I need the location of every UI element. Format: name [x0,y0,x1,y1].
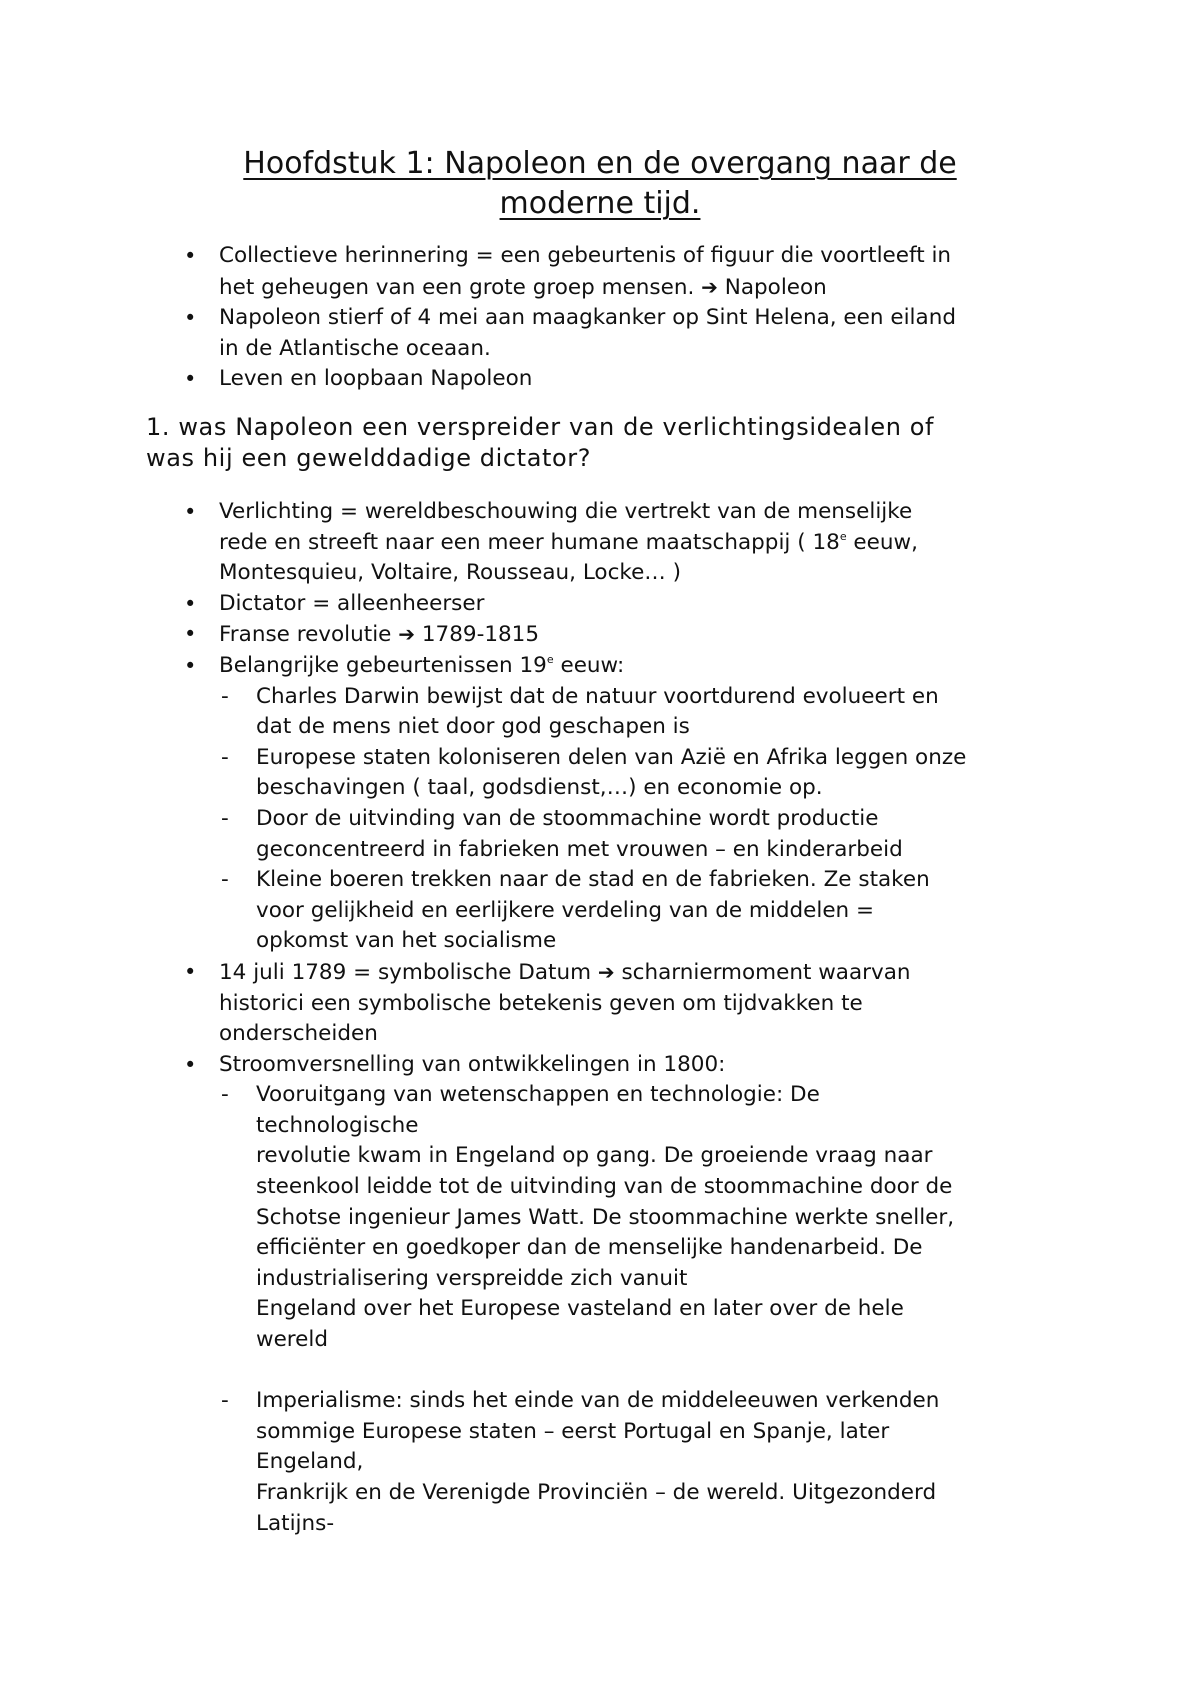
text-line: Engeland, [256,1449,364,1475]
text-line [219,528,1099,559]
text-line: Collectieve herinnering = een gebeurtenis of figuur die voortleeft in [219,243,952,268]
text-line: historici een symbolische betekenis geven om tijdvakken te [219,990,863,1016]
dash-marker: - [221,744,229,770]
bullet-marker: • [184,653,197,678]
text-line: Verlichting = wereldbeschouwing die vertrekt van de menselijke [219,499,913,524]
text-line: industrialisering verspreidde zich vanuit [256,1265,688,1291]
sub-list-item [219,865,1099,957]
arrow-right-icon: ➔ [597,959,615,984]
list-item [0,303,1099,364]
superscript: e [546,652,554,666]
text-line: Engeland over het Europese vasteland en later over de hele [256,1296,904,1322]
bullet-marker: • [184,591,197,616]
text-line: technologische [256,1112,419,1138]
intro-bullet-list [0,241,1200,395]
text-line: in de Atlantische oceaan. [219,335,491,361]
text-fragment: 1789-1815 [415,622,540,648]
list-item [0,651,1099,957]
superscript: e [839,529,847,543]
text-fragment: eeuw, [846,529,918,555]
text-fragment: eeuw: [553,652,625,678]
dash-marker: - [221,683,229,709]
text-line: Napoleon stierf of 4 mei aan maagkanker op Sint Helena, een eiland [219,305,956,331]
text-line: Door de uitvinding van de stoommachine wordt productie [256,805,879,831]
text-line: revolutie kwam in Engeland op gang. De groeiende vraag naar [256,1143,933,1169]
main-bullet-list [0,497,1200,1539]
text-line: Leven en loopbaan Napoleon [219,366,533,392]
text-line: Imperialisme: sinds het einde van de middeleeuwen verkenden [256,1388,940,1414]
text-fragment: 14 juli 1789 = symbolische Datum [219,959,598,985]
sub-list-item [219,1080,1099,1386]
dash-marker: - [221,1388,229,1414]
section-heading-line-2: was hij een gewelddadige dictator? [146,443,592,472]
bullet-marker: • [184,500,197,524]
text-line [219,619,1099,651]
text-line [219,651,1099,682]
list-item [0,589,1099,620]
section-heading-line-1: 1. was Napoleon een verspreider van de verlichtingsidealen of [146,413,935,441]
bullet-marker: • [184,367,197,392]
spacer [256,1356,1099,1387]
section-heading-1 [146,412,1076,473]
text-line [219,272,1099,304]
text-line: Frankrijk en de Verenigde Provinciën – de wereld. Uitgezonderd [256,1480,937,1505]
dash-marker: - [221,867,229,893]
sub-list-item [219,804,1099,865]
text-fragment: scharniermoment waarvan [614,959,911,985]
text-line: Vooruitgang van wetenschappen en technologie: De [256,1082,820,1108]
bullet-marker: • [184,622,197,647]
bullet-marker: • [184,959,197,984]
sub-list [219,682,1099,957]
arrow-right-icon: ➔ [398,622,416,647]
text-line: Kleine boeren trekken naar de stad en de fabrieken. Ze staken [256,867,930,893]
sub-list-item [219,743,1099,804]
list-item [0,1050,1099,1540]
bullet-marker: • [184,1052,197,1077]
chapter-title-line-2: moderne tijd. [499,186,701,221]
text-line: onderscheiden [219,1021,378,1047]
list-item [0,619,1099,651]
list-item [0,364,1099,395]
text-line: Dictator = alleenheerser [219,590,485,616]
text-fragment: rede en streeft naar een meer humane maatschappij ( 18 [219,529,840,555]
arrow-right-icon: ➔ [701,274,718,299]
text-line [219,957,1099,989]
text-line: Latijns- [256,1510,335,1536]
text-fragment: Napoleon [717,274,827,300]
text-line: Schotse ingenieur James Watt. De stoommachine werkte sneller, [256,1204,955,1230]
text-line: efficiënter en goedkoper dan de menselijke handenarbeid. De [256,1235,923,1261]
list-item [0,497,1099,589]
chapter-title-line-1: Hoofdstuk 1: Napoleon en de overgang naar de [243,146,957,181]
text-fragment: Belangrijke gebeurtenissen 19 [219,652,547,678]
dash-marker: - [221,805,229,831]
text-line: Stroomversnelling van ontwikkelingen in 1800: [219,1051,726,1077]
chapter-title [145,144,1055,224]
text-line: opkomst van het socialisme [256,928,557,954]
text-line: steenkool leidde tot de uitvinding van de stoommachine door de [256,1174,953,1200]
text-fragment: het geheugen van een grote groep mensen. [219,274,702,300]
dash-marker: - [221,1082,229,1108]
text-fragment: Franse revolutie [219,622,399,648]
sub-list-item [219,1386,1099,1539]
sub-list-item [219,682,1099,743]
text-line: dat de mens niet door god geschapen is [256,714,690,740]
text-line: wereld [256,1327,329,1353]
text-line: Europese staten koloniseren delen van Azië en Afrika leggen onze [256,744,967,770]
bullet-marker: • [184,244,197,268]
sub-list [219,1080,1099,1539]
text-line: geconcentreerd in fabrieken met vrouwen – en kinderarbeid [256,836,903,862]
text-line: Montesquieu, Voltaire, Rousseau, Locke… ) [219,560,682,586]
bullet-marker: • [184,306,197,331]
list-item [0,241,1099,303]
text-line: Charles Darwin bewijst dat de natuur voortdurend evolueert en [256,683,939,709]
text-line: sommige Europese staten – eerst Portugal en Spanje, later [256,1418,890,1444]
list-item [0,957,1099,1050]
text-line: beschavingen ( taal, godsdienst,…) en economie op. [256,775,823,801]
text-line: voor gelijkheid en eerlijkere verdeling van de middelen = [256,897,875,923]
